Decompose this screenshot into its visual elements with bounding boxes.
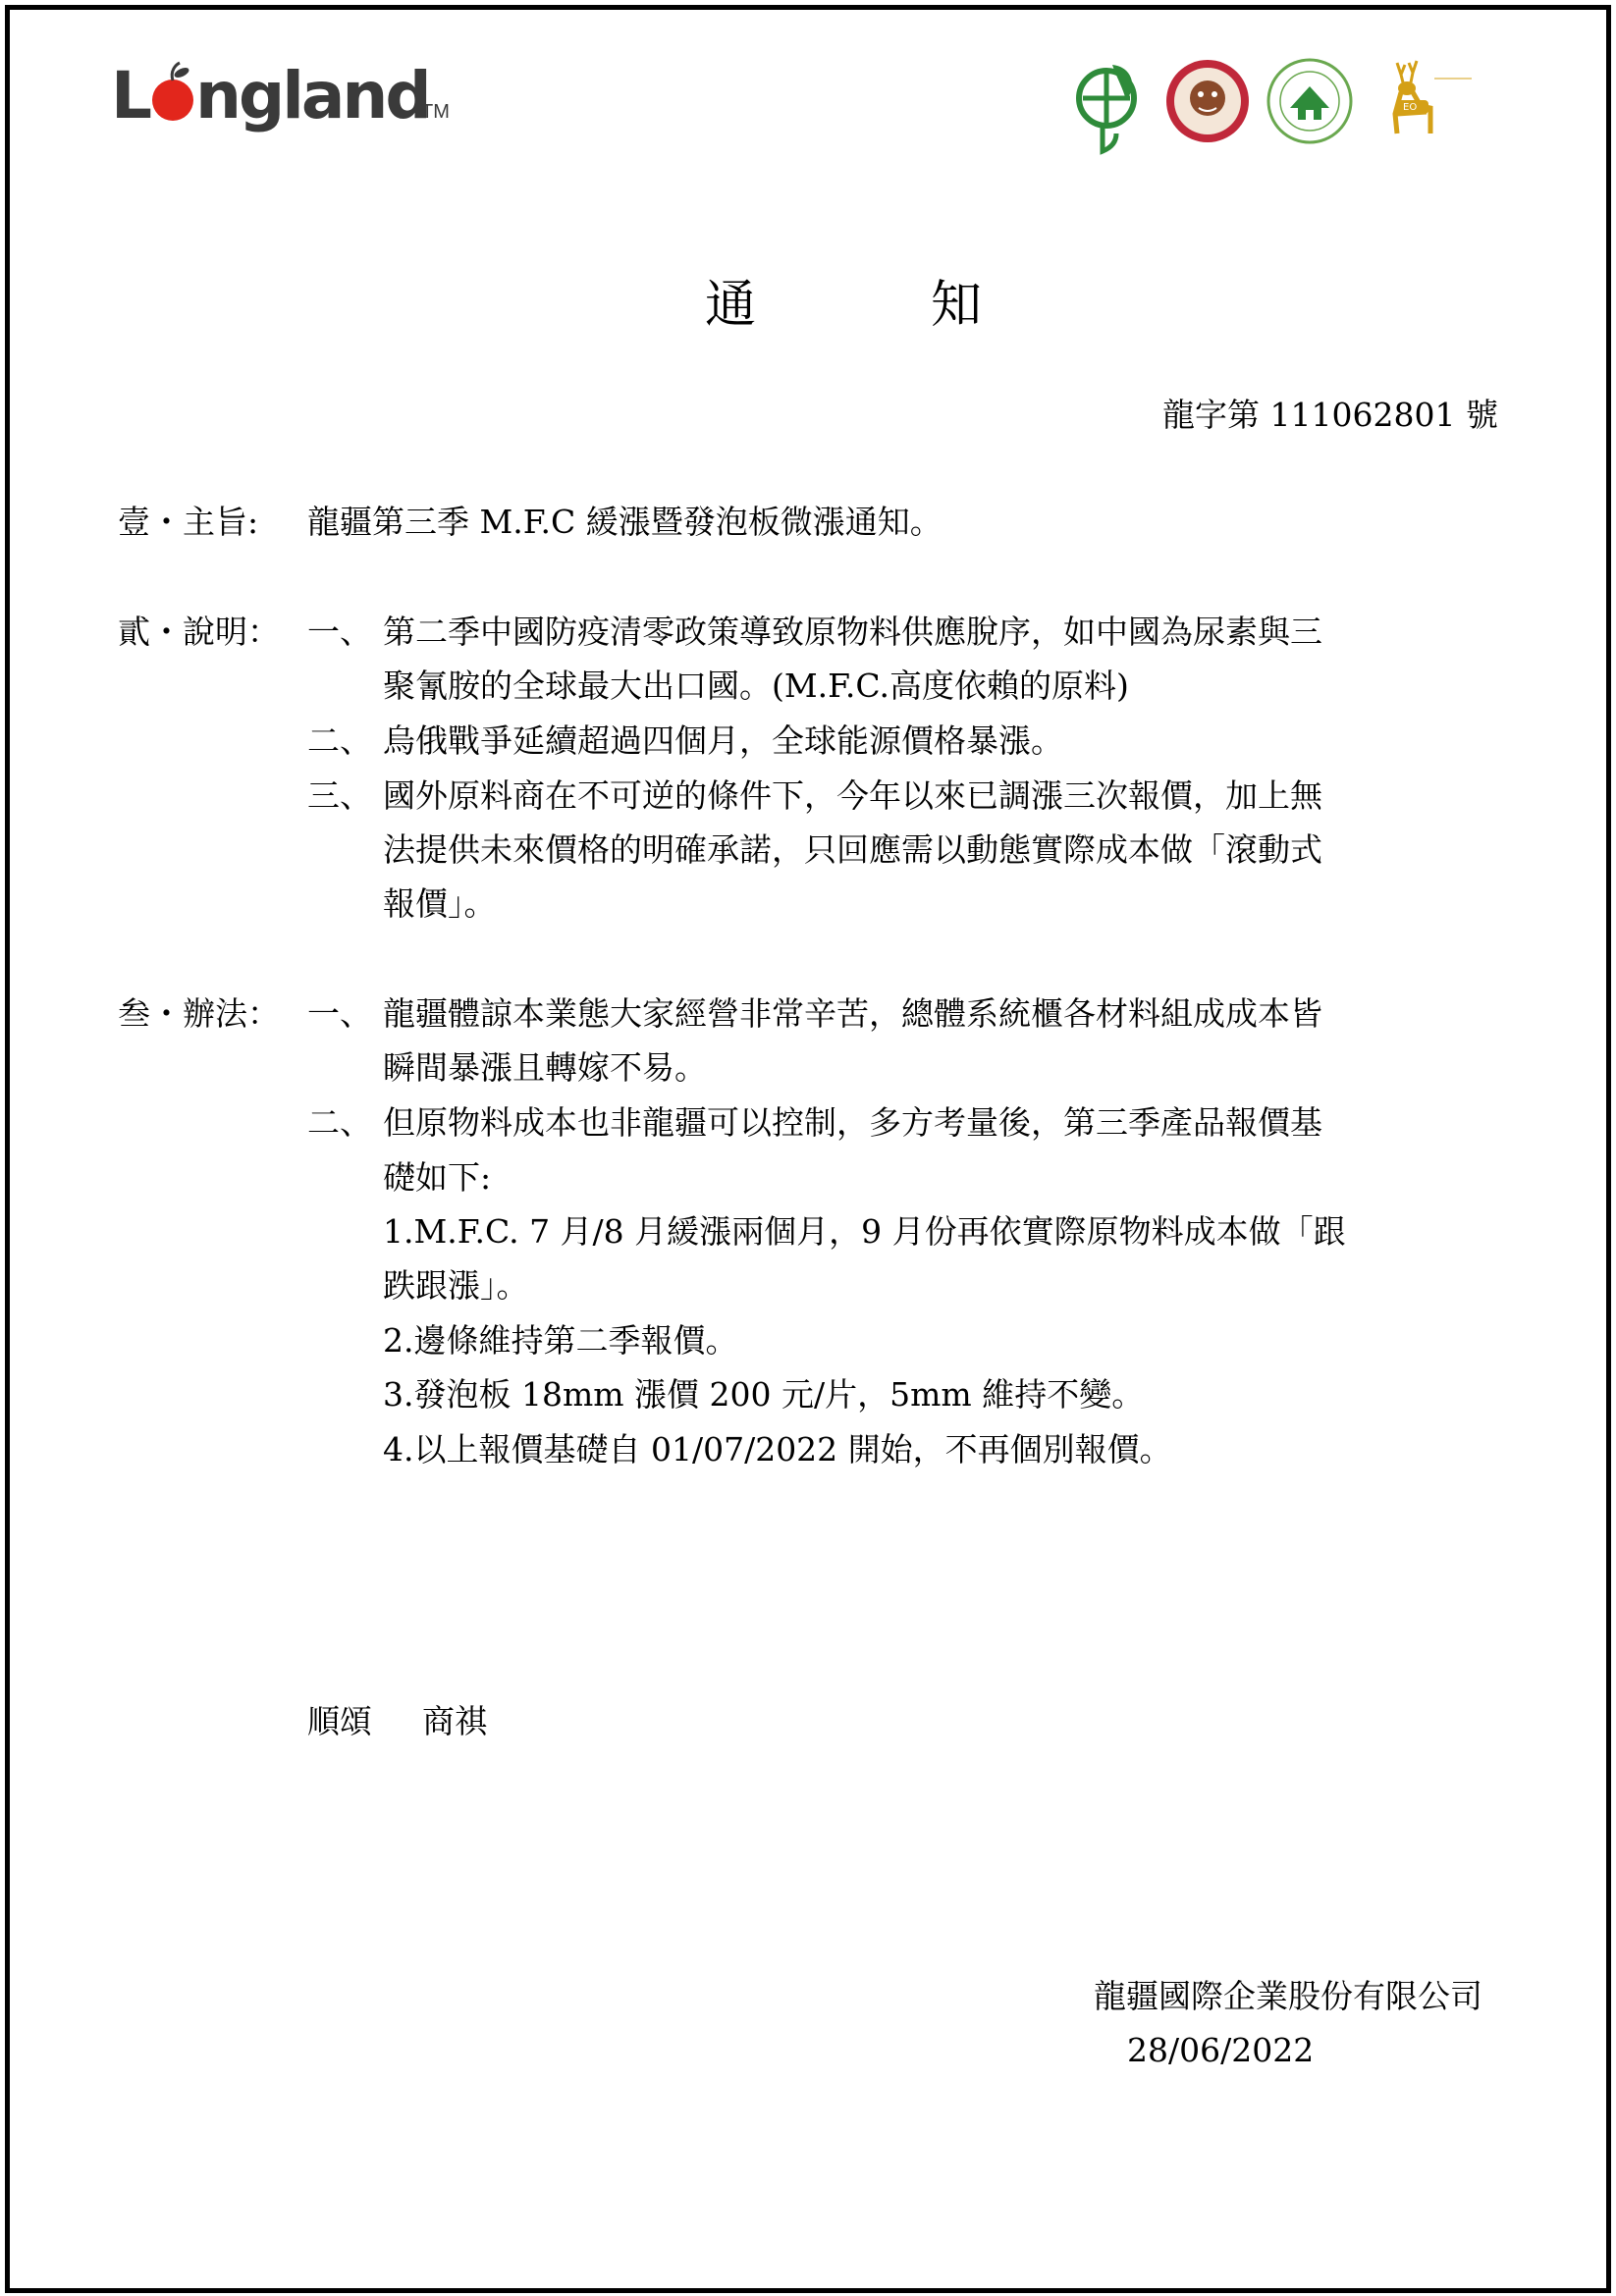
method-item-line: 龍疆體諒本業態大家經營非常辛苦，總體系統櫃各材料組成成本皆 [383, 994, 1322, 1033]
subject-text: 龍疆第三季 M.F.C 緩漲暨發泡板微漲通知。 [307, 503, 943, 541]
eo-deer-icon [1368, 57, 1476, 135]
subject-label: 壹・主旨: [118, 503, 259, 541]
method-item-line: 礎如下: [383, 1158, 492, 1197]
svg-text:TM: TM [421, 101, 450, 123]
closing-right: 商祺 [422, 1702, 487, 1740]
method-sub-item-line: 跌跟漲」。 [383, 1266, 529, 1305]
svg-text:L: L [111, 58, 151, 133]
longland-logo [111, 58, 450, 137]
explanation-item-line: 報價」。 [383, 884, 497, 923]
signature-date: 28/06/2022 [1127, 2031, 1315, 2069]
explanation-item-num: 三、 [307, 776, 372, 815]
method-item-line: 瞬間暴漲且轉嫁不易。 [383, 1048, 707, 1087]
explanation-item-line: 聚氰胺的全球最大出口國。(M.F.C.高度依賴的原料) [383, 667, 1129, 705]
page-border [5, 5, 1611, 2293]
apple-icon [152, 63, 193, 121]
antibacterial-seal-icon [1163, 57, 1252, 145]
method-sub-item-line: 2.邊條維持第二季報價。 [383, 1321, 738, 1360]
company-name: 龍疆國際企業股份有限公司 [1094, 1977, 1482, 2015]
notice-title-left: 通 [705, 276, 757, 335]
notice-title-right: 知 [931, 276, 983, 335]
closing-left: 順頌 [307, 1702, 372, 1740]
green-mark-icon [1073, 57, 1144, 155]
certification-marks [1073, 57, 1485, 155]
explanation-item-num: 二、 [307, 721, 372, 760]
svg-text:EO: EO [1403, 102, 1418, 113]
method-item-num: 一、 [307, 994, 372, 1033]
explanation-item-line: 第二季中國防疫清零政策導致原物料供應脫序，如中國為尿素與三 [383, 613, 1322, 651]
svg-text:ngland: ngland [195, 58, 429, 133]
method-sub-item-line: 1.M.F.C. 7 月/8 月緩漲兩個月，9 月份再依實際原物料成本做「跟 [383, 1212, 1346, 1251]
longland-logo-mark [111, 58, 450, 137]
reference-number: 龍字第 111062801 號 [1162, 396, 1498, 434]
explanation-item-line: 法提供未來價格的明確承諾，只回應需以動態實際成本做「滾動式 [383, 830, 1322, 869]
method-item-num: 二、 [307, 1103, 372, 1142]
explanation-item-num: 一、 [307, 613, 372, 651]
method-label: 叁・辦法： [118, 994, 280, 1033]
explanation-item-line: 烏俄戰爭延續超過四個月，全球能源價格暴漲。 [383, 721, 1063, 760]
green-building-material-icon [1266, 57, 1354, 145]
method-sub-item-line: 3.發泡板 18mm 漲價 200 元/片，5mm 維持不變。 [383, 1375, 1145, 1414]
explanation-label: 貳・說明： [118, 613, 280, 651]
method-item-line: 但原物料成本也非龍疆可以控制，多方考量後，第三季產品報價基 [383, 1103, 1322, 1142]
method-sub-item-line: 4.以上報價基礎自 01/07/2022 開始，不再個別報價。 [383, 1430, 1172, 1468]
explanation-item-line: 國外原料商在不可逆的條件下，今年以來已調漲三次報價，加上無 [383, 776, 1322, 815]
